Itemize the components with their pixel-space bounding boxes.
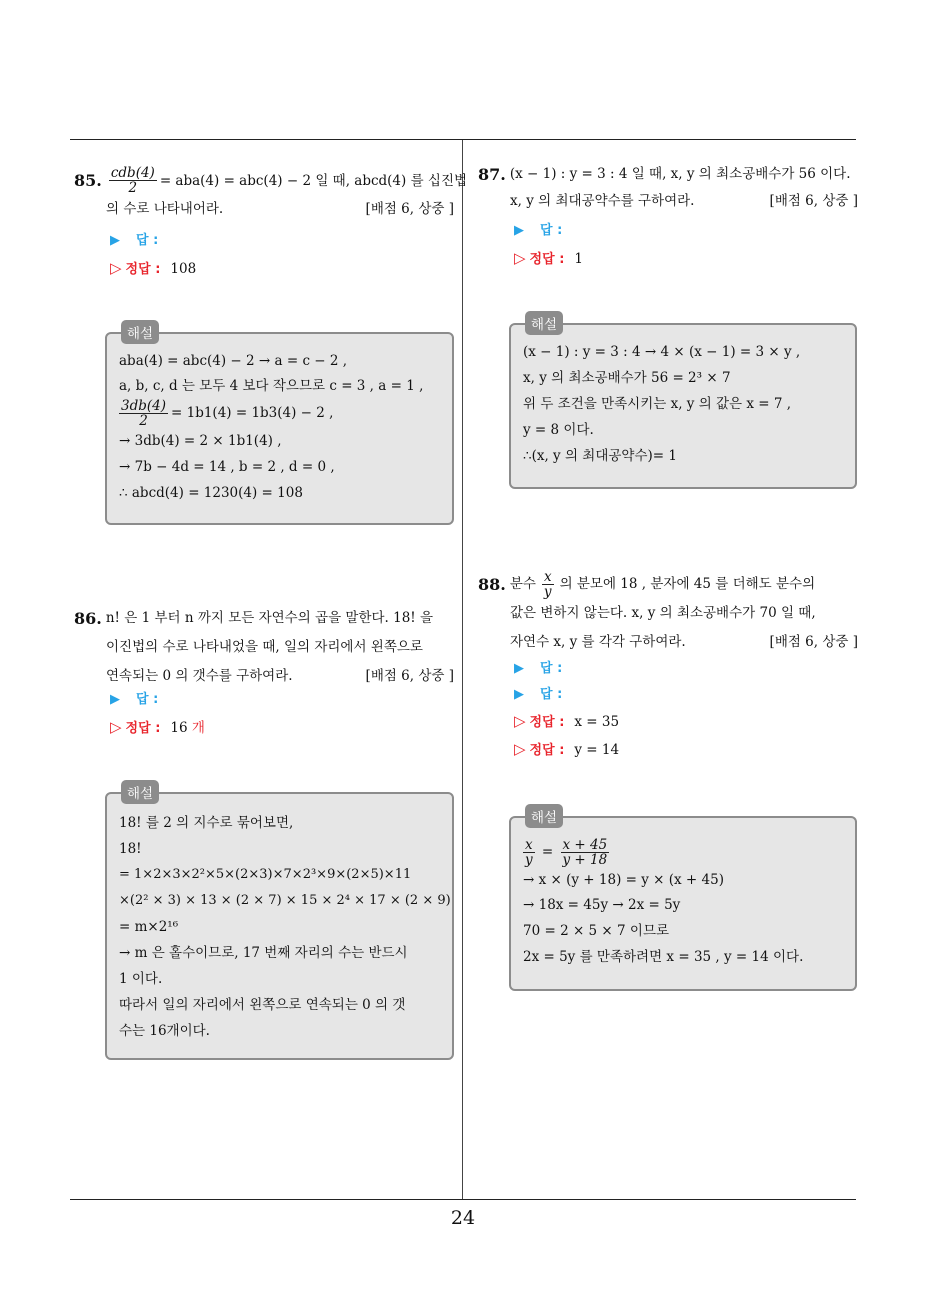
- outline-triangle-icon: ▷: [514, 740, 526, 758]
- play-triangle-icon: ▶: [514, 223, 524, 238]
- problem-88: [478, 570, 858, 657]
- answer-field[interactable]: ▶ 답 :: [110, 233, 159, 248]
- fraction: $\frac{x}{y}$: [543, 569, 552, 600]
- score-label: [배점 6, 상중 ]: [365, 201, 454, 217]
- correct-answer: 16: [170, 720, 188, 736]
- solution-tag: 해설: [121, 780, 159, 804]
- question-text: 연속되는 0 의 갯수를 구하여라.: [106, 668, 293, 684]
- answer-area-85: ▶ 답 : ▷ 정답 : 108: [110, 226, 196, 282]
- answer-field[interactable]: ▶ 답 :: [514, 661, 563, 676]
- outline-triangle-icon: ▷: [514, 712, 526, 730]
- solution-box-88: 해설 $\frac{x}{y}$ = $\frac{x + 45}{y + 18}$ → x × (y + 18) = y × (x + 45) → 18x = 45y → 2x = 5y 70 = 2 × 5 × 7 이므로 2x = 5y 를 만족하려면 x = 35 , y = 14 이다.: [509, 816, 857, 991]
- problem-number: 87.: [478, 165, 506, 184]
- correct-answer: 1: [574, 251, 583, 267]
- fraction: $\frac{x}{y}$: [524, 837, 533, 868]
- answer-field[interactable]: ▶ 답 :: [514, 223, 563, 238]
- top-rule: [70, 139, 856, 140]
- play-triangle-icon: ▶: [110, 692, 120, 707]
- problem-86: [74, 604, 454, 691]
- question-text: 값은 변하지 않는다. x, y 의 최소공배수가 70 일 때,: [510, 605, 816, 621]
- question-text: n! 은 1 부터 n 까지 모든 자연수의 곱을 말한다. 18! 을: [105, 610, 434, 626]
- column-divider: [462, 140, 463, 1200]
- question-text: (x − 1) : y = 3 : 4 일 때, x, y 의 최소공배수가 56 이다.: [509, 166, 851, 182]
- play-triangle-icon: ▶: [514, 661, 524, 676]
- question-text: x, y 의 최대공약수를 구하여라.: [510, 193, 695, 209]
- question-text: 자연수 x, y 를 각각 구하여라.: [510, 634, 686, 650]
- solution-tag: 해설: [121, 320, 159, 344]
- score-label: [배점 6, 상중 ]: [769, 634, 858, 650]
- correct-answer: 108: [170, 261, 197, 277]
- answer-area-87: ▶ 답 : ▷ 정답 : 1: [514, 216, 583, 272]
- problem-87: [478, 161, 858, 215]
- question-text: 이진법의 수로 나타내었을 때, 일의 자리에서 왼쪽으로: [106, 639, 423, 655]
- answer-field[interactable]: ▶ 답 :: [110, 692, 159, 707]
- outline-triangle-icon: ▷: [110, 718, 122, 736]
- question-text: 의 분모에 18 , 분자에 45 를 더해도 분수의: [559, 576, 816, 592]
- page-number: 24: [450, 1207, 476, 1229]
- outline-triangle-icon: ▷: [514, 249, 526, 267]
- solution-box-85: 해설 aba(4) = abc(4) − 2 → a = c − 2 , a, b, c, d 는 모두 4 보다 작으므로 c = 3 , a = 1 , $\frac{3db(4)}{2}$ = 1b1(4) = 1b3(4) − 2 , → 3db(4) = 2 × 1b1(4) , → 7b − 4d = 14 , b = 2 , d = 0 , ∴ abcd(4) = 1230(4) = 108: [105, 332, 454, 525]
- question-text: = aba(4) = abc(4) − 2 일 때, abcd(4) 를 십진법: [159, 172, 468, 189]
- question-text: 분수: [509, 576, 536, 592]
- problem-number: 86.: [74, 609, 102, 628]
- play-triangle-icon: ▶: [514, 687, 524, 702]
- fraction: $\frac{\text{cdb(4)}}{2}$: [110, 165, 155, 196]
- score-label: [배점 6, 상중 ]: [769, 193, 858, 209]
- answer-area-88: ▶ 답 : ▶ 답 : ▷ 정답 : x = 35 ▷ 정답 : y = 14: [514, 655, 619, 763]
- outline-triangle-icon: ▷: [110, 259, 122, 277]
- correct-answer: x = 35: [574, 714, 620, 730]
- answer-area-86: ▶ 답 : ▷ 정답 : 16 개: [110, 685, 205, 741]
- solution-box-87: 해설 (x − 1) : y = 3 : 4 → 4 × (x − 1) = 3 × y , x, y 의 최소공배수가 56 = 2³ × 7 위 두 조건을 만족시키는 x, y 의 값은 x = 7 , y = 8 이다. ∴(x, y 의 최대공약수)= 1: [509, 323, 857, 489]
- fraction: $\frac{x + 45}{y + 18}$: [562, 837, 608, 868]
- play-triangle-icon: ▶: [110, 233, 120, 248]
- score-label: [배점 6, 상중 ]: [365, 668, 454, 684]
- problem-number: 85.: [74, 170, 102, 190]
- fraction: $\frac{3db(4)}{2}$: [121, 398, 166, 429]
- problem-number: 88.: [478, 575, 506, 594]
- solution-tag: 해설: [525, 311, 563, 335]
- answer-field[interactable]: ▶ 답 :: [514, 687, 563, 702]
- answer-unit: 개: [191, 720, 205, 736]
- problem-85: [74, 165, 468, 223]
- bottom-rule: [70, 1199, 856, 1200]
- question-text: 의 수로 나타내어라.: [106, 201, 224, 217]
- correct-answer: y = 14: [574, 742, 620, 758]
- solution-tag: 해설: [525, 804, 563, 828]
- solution-box-86: 해설 18! 를 2 의 지수로 묶어보면, 18! = 1×2×3×2²×5×(2×3)×7×2³×9×(2×5)×11 ×(2² × 3) × 13 × (2 × 7) × 15 × 2⁴ × 17 × (2 × 9) = m×2¹⁶ → m 은 홀수이므로, 17 번째 자리의 수는 반드시 1 이다. 따라서 일의 자리에서 왼쪽으로 연속되는 0 의 갯 수는 16개이다.: [105, 792, 454, 1060]
